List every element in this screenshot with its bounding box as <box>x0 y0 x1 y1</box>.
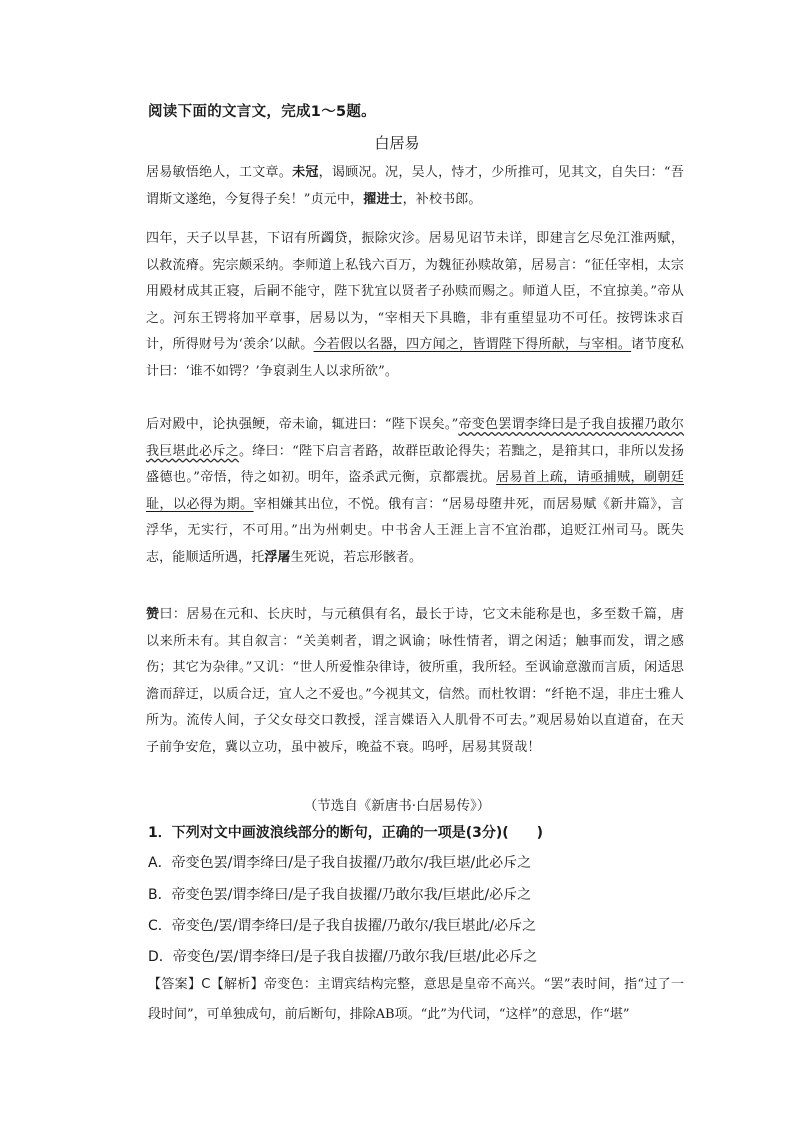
instruction: 阅读下面的文言文，完成1～5题。 <box>148 104 376 120</box>
option-d: D．帝变色/罢/谓李绛曰/是子我自拔擢/乃敢尔我/巨堪/此必斥之 <box>148 949 538 965</box>
text: 宰相嫌其出位，不悦。俄有言：“居易母堕井死，而居易赋《新井篇》，言浮华，无实行，不可用。”出为州刺史。中书舍人王涯上言不宜治郡，追贬江州司马。既失志，能顺适所遇，托 <box>146 496 684 565</box>
text: ，谒顾况。况，吴人，恃才，少所推可，见其文，自失曰：“吾谓斯文遂绝，今复得子矣！”贞元中， <box>146 165 684 207</box>
bold-term: 赞 <box>146 607 160 622</box>
text: 四年，天子以旱甚，下诏有所蠲贷，振除灾沴。居易见诏节未详，即建言乞尽免江淮两赋，以救流瘠。宪宗颇采纳。李师道上私钱六百万，为魏征孙赎故第，居易言：“征任宰相，太宗用殿材成其正寝，后嗣不能守，陛下犹宜以贤者子孙赎而赐之。师道人臣，不宜掠美。”帝从之。河东王锷将加平章事，居易以为，“宰相天下具瞻，非有重望显功不可任。按锷诛求百计，所得财号为‘羡余’以献。 <box>146 231 684 353</box>
paragraph-2 <box>118 226 684 386</box>
passage-title: 白居易 <box>374 134 420 152</box>
wavy-underlined-sentence: 帝变色罢谓李绛曰是子我自拔擢乃敢尔我巨堪此必斥之 <box>146 417 684 459</box>
text: 居易敏悟绝人，工文章。 <box>146 165 293 180</box>
question-1: 1．下列对文中画波浪线部分的断句，正确的一项是(3分)( ) <box>148 825 544 841</box>
text: 诸节度私计曰：‘谁不如锷？’争裒剥生人以求所欲”。 <box>146 337 684 379</box>
underlined-sentence: 居易首上疏，请亟捕贼，刷朝廷耻，以必得为期。 <box>146 470 684 512</box>
option-a: A．帝变色罢/谓李绛曰/是子我自拔擢/乃敢尔/我巨堪/此必斥之 <box>148 855 532 871</box>
answer-text: 帝变色：主谓宾结构完整，意思是皇帝不高兴。“罢”表时间，指“过了一段时间”，可单独成句，前后断句，排除AB项。“此”为代词，“这样”的意思，作“堪” <box>148 977 684 1022</box>
option-b: B．帝变色罢/谓李绛曰/是子我自拔擢/乃敢尔我/巨堪此/必斥之 <box>148 887 532 903</box>
text: 。绛曰：“陛下启言者路，故群臣敢论得失；若黜之，是箝其口，非所以发扬盛德也。”帝悟，待之如初。明年，盗杀武元衡，京都震扰。 <box>146 443 684 486</box>
paragraph-1 <box>118 160 684 213</box>
bold-term: 浮屠 <box>264 549 291 565</box>
text: 曰：居易在元和、长庆时，与元稹俱有名，最长于诗，它文未能称是也，多至数千篇，唐以来所未有。其自叙言：“关美刺者，谓之讽谕；咏性情者，谓之闲适；触事而发，谓之感伤；其它为杂律。”又讥：“世人所爱惟杂律诗，彼所重，我所轻。至讽谕意激而言质，闲适思澹而辞迂，以质合迂，宜人之不爱也。”今视其文，信然。而杜牧谓：“纤艳不逞，非庄士雅人所为。流传人间，子父女母交口教授，淫言媟语入人肌骨不可去。”观居易始以直道奋，在天子前争安危，冀以立功，虽中被斥，晚益不衰。呜呼，居易其贤哉！ <box>146 607 684 755</box>
bold-term: 未冠 <box>292 165 319 180</box>
answer-tag: 【答案】C【解析】 <box>148 977 264 992</box>
paragraph-4 <box>118 602 684 762</box>
option-c: C．帝变色/罢/谓李绛曰/是子我自拔擢/乃敢尔/我巨堪此/必斥之 <box>148 918 537 934</box>
text: 后对殿中，论执强鲠，帝未谕，辄进曰：“陛下误矣。” <box>146 417 459 432</box>
text: ，补校书郎。 <box>402 191 482 207</box>
underlined-sentence: 今若假以名器，四方闻之，皆谓陛下得所献，与宰相。 <box>313 337 632 353</box>
answer-explanation <box>148 970 684 1030</box>
bold-term: 擢进士 <box>363 191 403 207</box>
source-citation: （节选自《新唐书·白居易传》） <box>303 798 491 814</box>
paragraph-3 <box>118 412 684 572</box>
text: 生死说，若忘形骸者。 <box>290 549 423 565</box>
